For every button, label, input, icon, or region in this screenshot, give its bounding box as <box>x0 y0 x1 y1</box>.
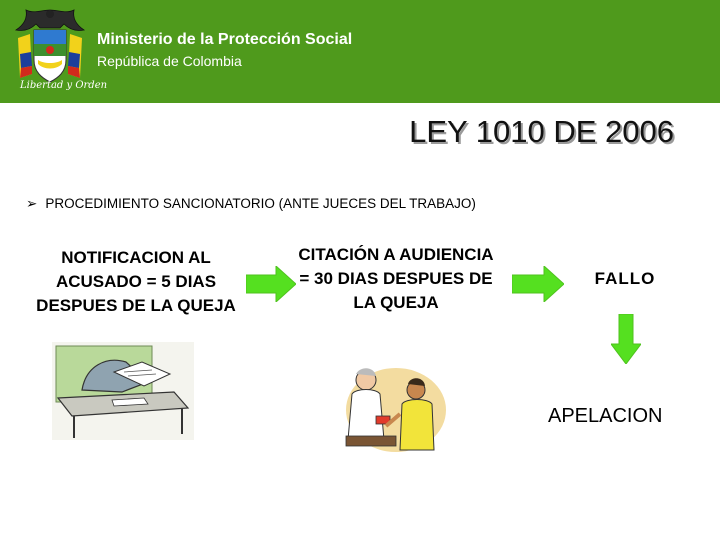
bullet-text: PROCEDIMIENTO SANCIONATORIO (ANTE JUECES DEL TRABAJO) <box>45 196 476 211</box>
ministry-name: Ministerio de la Protección Social <box>97 31 353 48</box>
step-ruling: FALLO <box>594 269 656 288</box>
step-notification: NOTIFICACION AL ACUSADO = 5 DIAS DESPUES DE LA QUEJA <box>36 248 236 315</box>
appeal-label: APELACION <box>548 405 663 427</box>
header-bar <box>0 0 720 103</box>
doctor-patient-illustration <box>336 360 446 456</box>
country-name: República de Colombia <box>97 53 242 69</box>
step-hearing: CITACIÓN A AUDIENCIA = 30 DIAS DESPUES DE LA QUEJA <box>298 245 494 312</box>
down-arrow-icon <box>611 314 641 364</box>
slide-title: LEY 1010 DE 2006 <box>409 114 674 149</box>
arrowhead-bullet-icon: ➢ <box>26 196 38 212</box>
right-arrow-icon <box>246 266 296 302</box>
desk-documents-illustration <box>52 342 194 440</box>
motto-text: Libertad y Orden <box>20 80 108 91</box>
right-arrow-icon <box>512 266 564 302</box>
bullet-point <box>26 196 476 212</box>
